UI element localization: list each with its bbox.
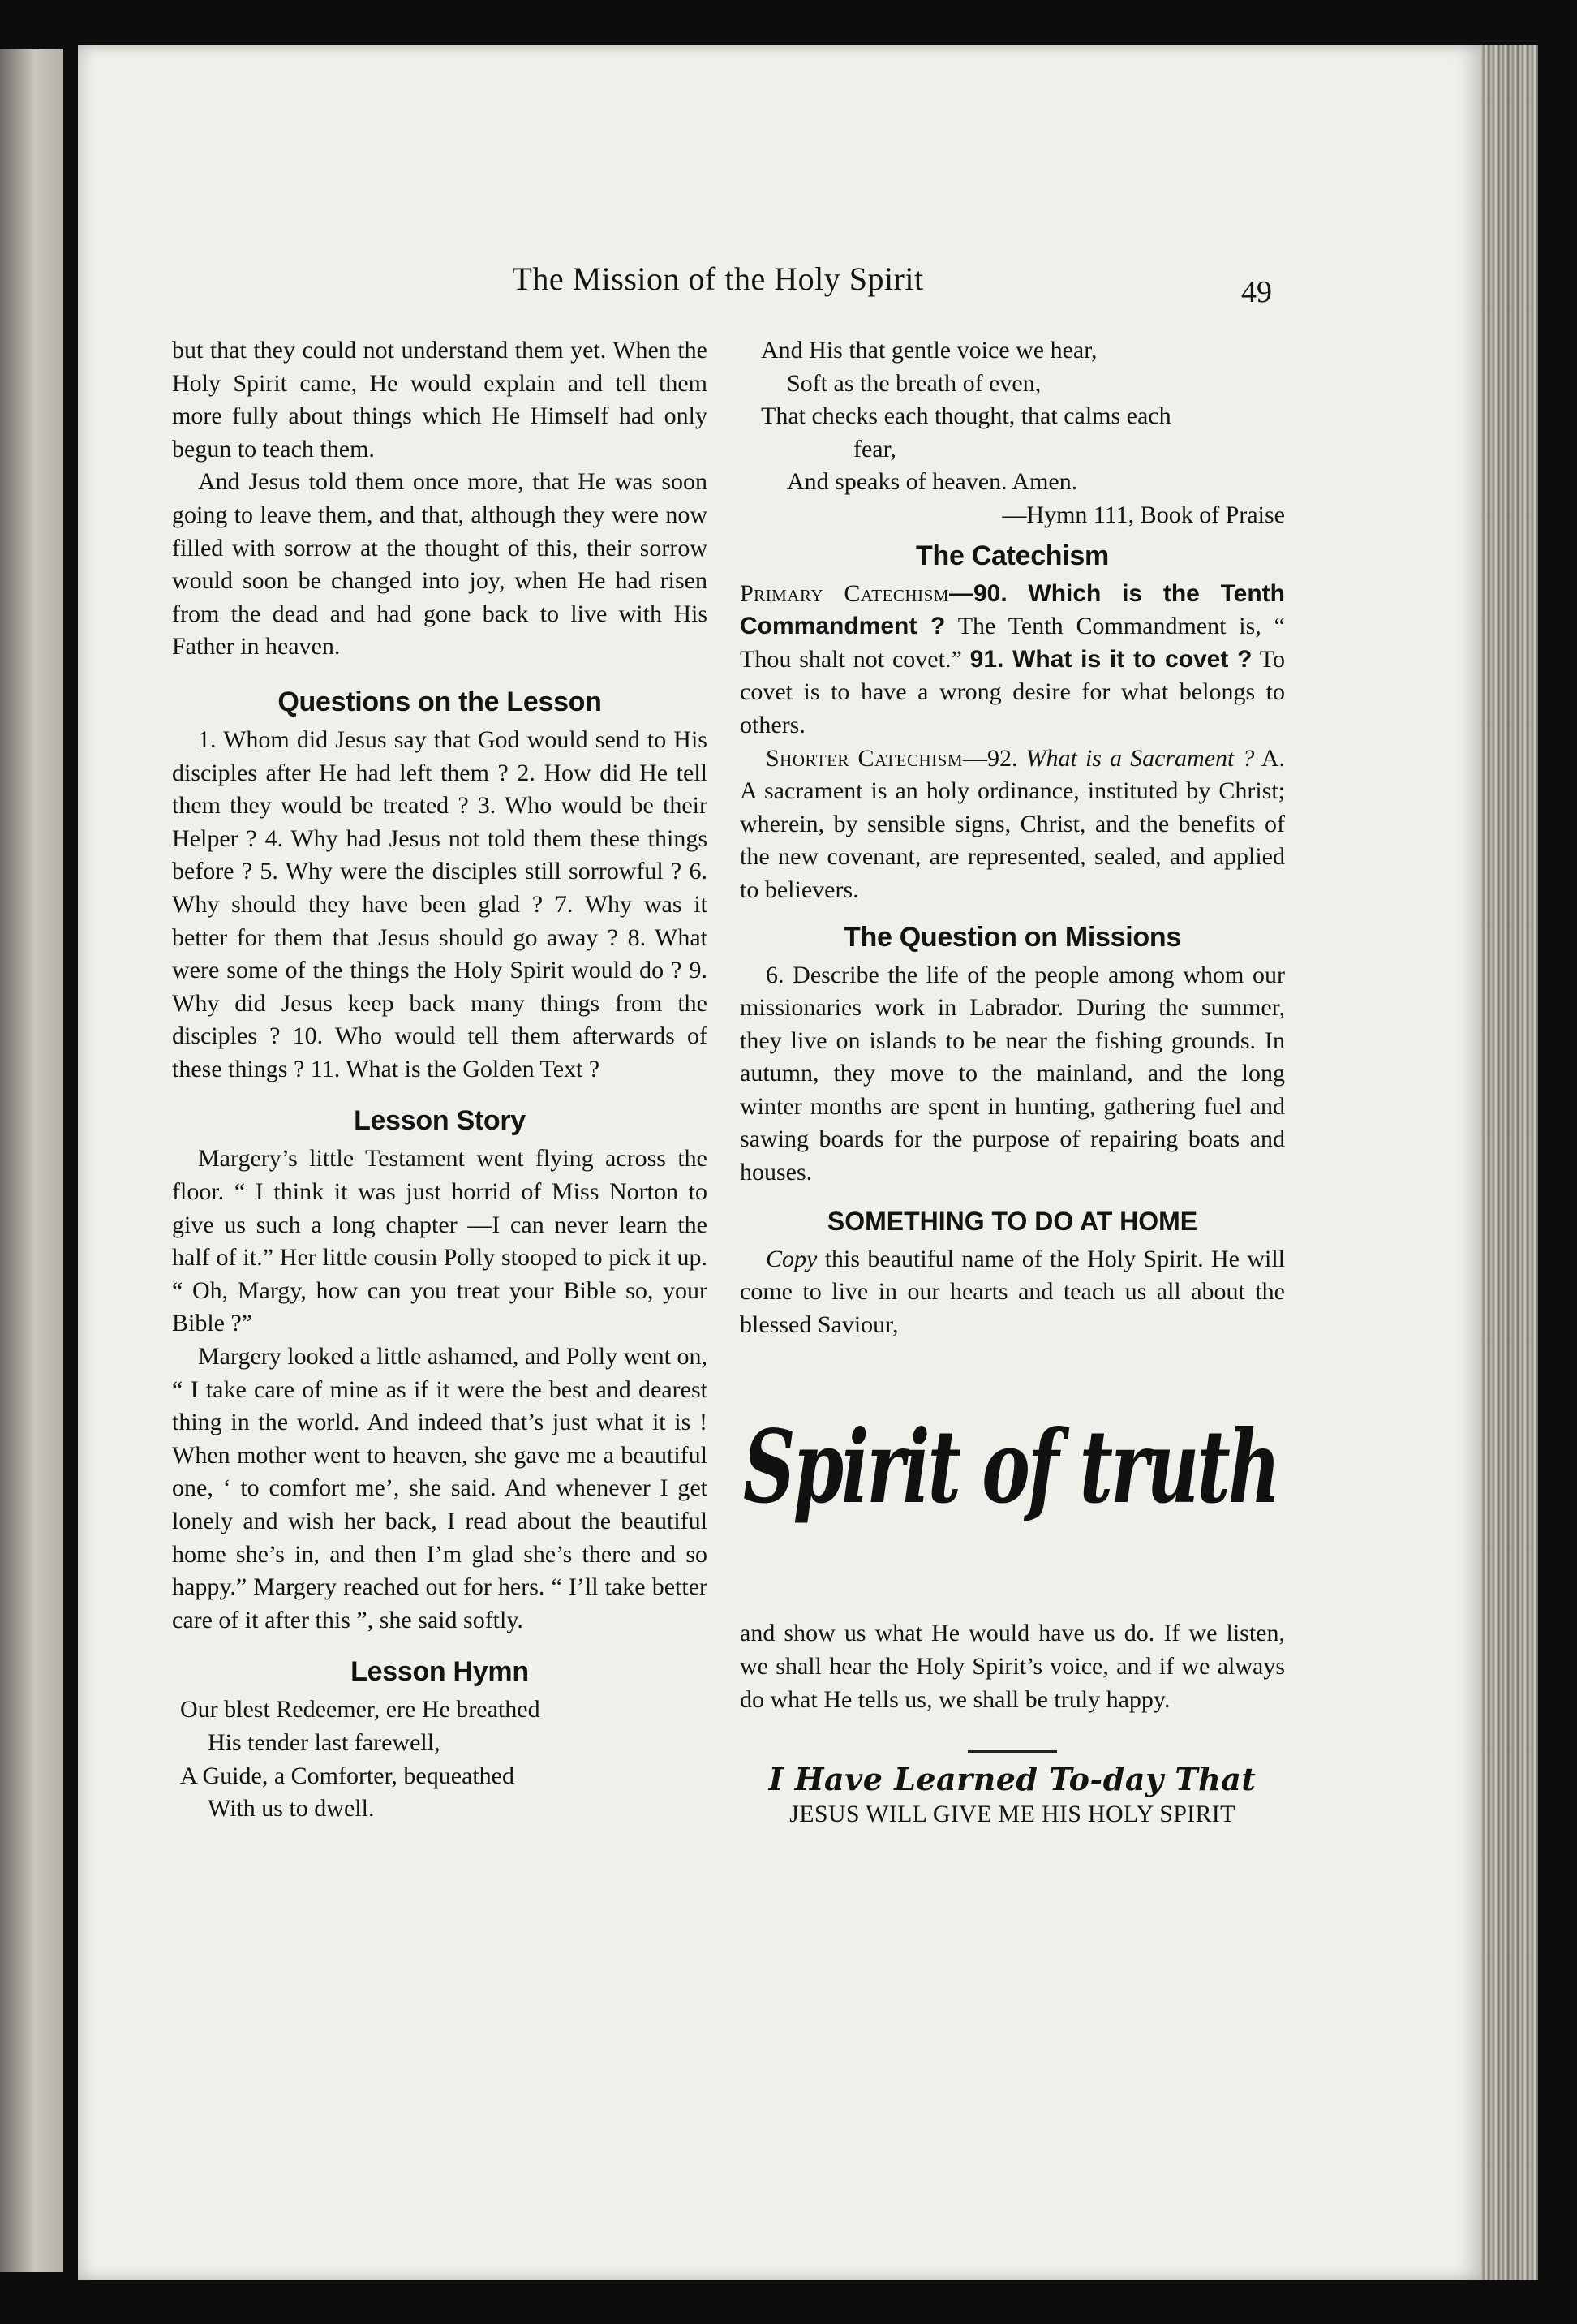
adjacent-page-edge (0, 49, 63, 2272)
missions-text: 6. Describe the life of the people among whom our missionaries work in Labrador. During the summer, they live on islands to be near the fishing grounds. In autumn, they move to the mainland, and the long winter months are spent in hunting, gathering fuel and sawing boards for the purpose of repairing boats and houses. (740, 961, 1285, 1186)
hymn-line: A Guide, a Comforter, bequeathed (180, 1762, 515, 1789)
hymn-line: That checks each thought, that calms each (761, 402, 1171, 430)
hymn-line: fear, (853, 435, 896, 463)
page-edges (1481, 45, 1538, 2280)
divider-rule (968, 1750, 1057, 1753)
hymn-line: His tender last farewell, (208, 1728, 440, 1756)
learned-statement: JESUS WILL GIVE ME HIS HOLY SPIRIT (789, 1801, 1235, 1828)
primary-answer-91: To covet is to have a wrong desire for what belongs to others. (740, 645, 1285, 738)
primary-question-90: —90. Which is the Tenth Commandment ? (740, 579, 1285, 640)
primary-catechism-label: Primary Catechism (740, 579, 949, 607)
home-text-1 (740, 1243, 1285, 1342)
story-paragraph-1: Margery’s little Testament went flying across the floor. “ I think it was just horrid of Miss Norton to give us such a long chapter —I can never learn the half of it.” Her little cousin Polly stooped to pick it up. “ Oh, Margy, how can you treat your Bible so, your Bible ?” (172, 1145, 707, 1337)
hymn-heading: Lesson Hymn (350, 1656, 529, 1688)
primary-question-91: 91. What is it to covet ? (969, 645, 1253, 673)
copy-word: Copy (766, 1245, 818, 1272)
page-number: 49 (1241, 275, 1272, 309)
shorter-catechism (740, 742, 1285, 907)
right-column (740, 334, 1285, 1831)
story-heading: Lesson Story (354, 1105, 526, 1137)
spirit-of-truth-script (740, 1382, 1285, 1601)
questions-text: 1. Whom did Jesus say that God would send to His disciples after He had left them ? 2. How did He tell them they would be treated ? 3. Who would be their Helper ? 4. Why had Jesus not told them these things before ? 5. Why were the disciples still sorrowful ? 6. Why should they have been glad ? 7. Why was it better for them that Jesus should go away ? 8. What were some of the things the Holy Spirit would do ? 9. Why did Jesus keep back many things from the disciples ? 10. Who would tell them afterwards of these things ? 11. What is the Golden Text ? (172, 725, 707, 1082)
learned-today-line: I Have Learned To-day That (768, 1761, 1257, 1798)
intro-paragraph-1: but that they could not understand them yet. When the Holy Spirit came, He would explain and tell them more fully about things which He Himself had only begun to teach them. (172, 337, 707, 463)
left-column (172, 334, 707, 1826)
script-text: Spirit of truth (743, 1409, 1278, 1527)
home-text-2: and show us what He would have us do. If we listen, we shall hear the Holy Spirit’s voice, and if we always do what He tells us, we shall be truly happy. (740, 1620, 1285, 1713)
hymn-line: Soft as the breath of even, (787, 369, 1042, 397)
home-text-1-body: this beautiful name of the Holy Spirit. He will come to live in our hearts and teach us all about the blessed Saviour, (740, 1245, 1285, 1338)
hymn-attribution: —Hymn 111, Book of Praise (1002, 501, 1285, 528)
home-heading: SOMETHING TO DO AT HOME (827, 1206, 1198, 1236)
hymn-line: With us to dwell. (208, 1795, 375, 1823)
catechism-heading: The Catechism (916, 540, 1109, 571)
primary-answer-90: The Tenth Commandment is, “ Thou shalt not covet.” (740, 613, 1285, 673)
shorter-question-number: —92. (963, 744, 1026, 772)
hymn-verse-right (740, 334, 1285, 499)
hymn-line: And His that gentle voice we hear, (761, 337, 1098, 364)
questions-heading: Questions on the Lesson (277, 686, 602, 717)
hymn-verse-left (172, 1694, 707, 1825)
shorter-question: What is a Sacrament ? (1025, 744, 1255, 772)
primary-catechism (740, 578, 1285, 742)
story-paragraph-2: Margery looked a little ashamed, and Polly went on, “ I take care of mine as if it were the best and dearest thing in the world. And indeed that’s just what it is ! When mother went to heaven, she gave me a beautiful one, ‘ to comfort me’, she said. And whenever I get lonely and wish her back, I read about the beautiful home she’s in, and then I’m glad she’s there and so happy.” Margery reached out for hers. “ I’ll take better care of it after this ”, she said softly. (172, 1343, 707, 1633)
running-title: The Mission of the Holy Spirit (512, 260, 924, 297)
intro-paragraph-2: And Jesus told them once more, that He was soon going to leave them, and that, although they were now filled with sorrow at the thought of this, their sorrow would soon be changed into joy, when He had risen from the dead and had gone back to live with His Father in heaven. (172, 468, 707, 661)
script-lettering-art (740, 1382, 1285, 1601)
hymn-line: And speaks of heaven. Amen. (787, 468, 1078, 496)
shorter-answer: A. A sacrament is an holy ordinance, instituted by Christ; wherein, by sensible signs, Christ, and the benefits of the new covenant, are represented, sealed, and applied to believers. (740, 744, 1286, 903)
hymn-line: Our blest Redeemer, ere He breathed (180, 1696, 540, 1724)
missions-heading: The Question on Missions (844, 921, 1181, 953)
shorter-catechism-label: Shorter Catechism (766, 744, 963, 772)
